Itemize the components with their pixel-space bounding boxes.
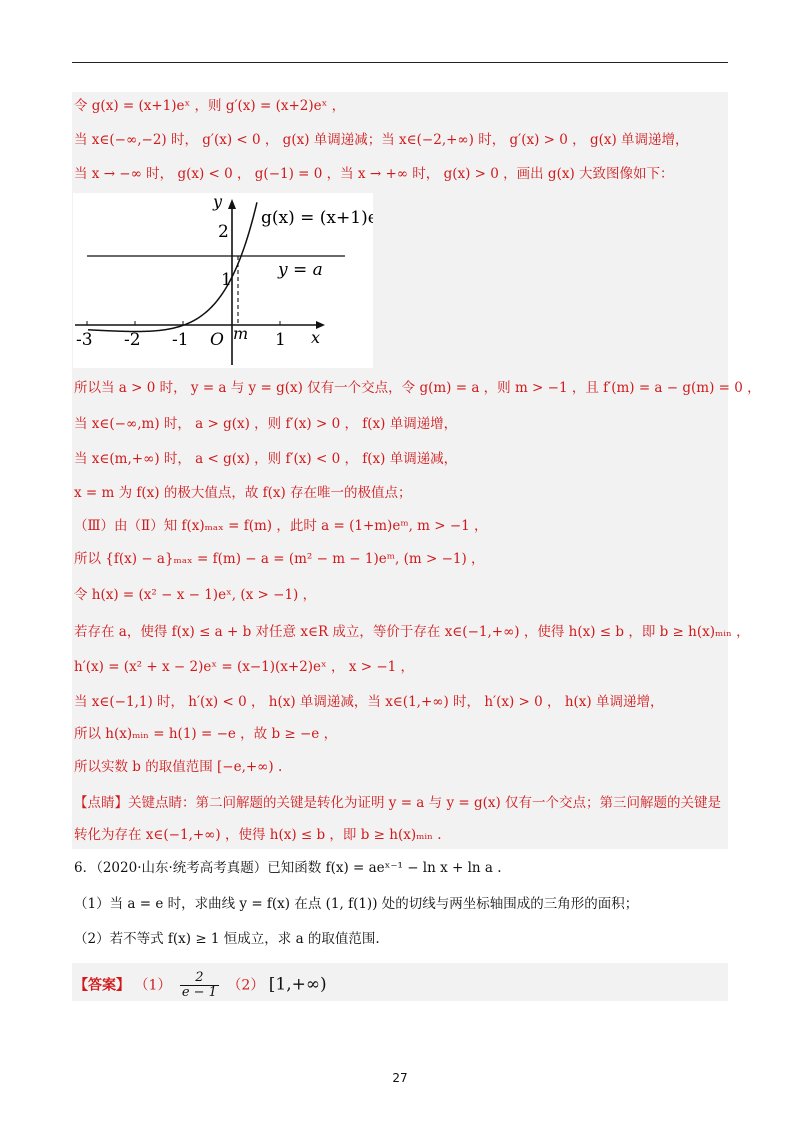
question-6-part-1: （1）当 a = e 时，求曲线 y = f(x) 在点 (1, f(1)) 处的切线与两坐标轴围成的三角形的面积； bbox=[74, 896, 639, 912]
answer-part2-label: （2） bbox=[227, 977, 265, 994]
key-point-line-2: 转化为存在 x∈(−1,+∞) ，使得 h(x) ≤ b ，即 b ≥ h(x)ₘᵢₙ . bbox=[74, 827, 442, 843]
solution-line-9: 所以 {f(x) − a}ₘₐₓ = f(m) − a = (m² − m − 1)eᵐ, (m > −1) ， bbox=[74, 551, 485, 567]
x-tick-label: -3 bbox=[76, 330, 93, 350]
page-number: 27 bbox=[392, 1071, 408, 1085]
question-6-part-2: （2）若不等式 f(x) ≥ 1 恒成立，求 a 的取值范围. bbox=[74, 931, 380, 947]
fraction-denominator: e − 1 bbox=[181, 985, 217, 1000]
x-axis-label: x bbox=[311, 328, 321, 347]
solution-line-15: 所以实数 b 的取值范围 [−e,+∞) . bbox=[74, 759, 283, 775]
function-graph bbox=[73, 193, 373, 368]
solution-line-6: 当 x∈(m,+∞) 时， a < g(x) ，则 f′(x) < 0 ， f(x) 单调递减， bbox=[74, 451, 458, 467]
answer-line bbox=[74, 971, 327, 1000]
y-tick-label: 1 bbox=[221, 270, 232, 290]
graph-svg bbox=[73, 193, 373, 368]
solution-line-4: 所以当 a > 0 时， y = a 与 y = g(x) 仅有一个交点，令 g(m) = a ，则 m > −1 ，且 f′(m) = a − g(m) = 0 ， bbox=[74, 380, 761, 396]
solution-line-2: 当 x∈(−∞,−2) 时， g′(x) < 0 ， g(x) 单调递减；当 x∈(−2,+∞) 时， g′(x) > 0 ， g(x) 单调递增， bbox=[74, 132, 689, 148]
solution-line-8: （Ⅲ）由（Ⅱ）知 f(x)ₘₐₓ = f(m) ，此时 a = (1+m)eᵐ, m > −1 ， bbox=[74, 518, 488, 534]
fraction-numerator: 2 bbox=[180, 971, 219, 986]
solution-line-5: 当 x∈(−∞,m) 时， a > g(x) ，则 f′(x) > 0 ， f(x) 单调递增， bbox=[74, 416, 458, 432]
origin-label: O bbox=[210, 330, 224, 350]
line-label: y = a bbox=[278, 260, 323, 280]
y-axis-arrow bbox=[228, 199, 236, 209]
curve-label: g(x) = (x+1)eˣ bbox=[261, 208, 373, 228]
solution-line-3: 当 x → −∞ 时， g(x) < 0 ， g(−1) = 0 ，当 x → +∞ 时， g(x) > 0 ，画出 g(x) 大致图像如下： bbox=[74, 166, 674, 182]
solution-line-10: 令 h(x) = (x² − x − 1)eˣ, (x > −1) ， bbox=[74, 587, 317, 603]
y-tick-label: 2 bbox=[218, 222, 229, 242]
answer-label: 【答案】 bbox=[74, 977, 130, 994]
answer-part1-label: （1） bbox=[134, 977, 172, 994]
m-label: m bbox=[233, 324, 249, 343]
key-point-line-1: 【点睛】关键点睛：第二问解题的关键是转化为证明 y = a 与 y = g(x) 仅有一个交点；第三问解题的关键是 bbox=[74, 795, 722, 811]
x-tick-label: -2 bbox=[124, 330, 141, 350]
question-6-stem: 6．（2020·山东·统考高考真题）已知函数 f(x) = aeˣ⁻¹ − ln x + ln a . bbox=[74, 860, 502, 876]
solution-line-12: h′(x) = (x² + x − 2)eˣ = (x−1)(x+2)eˣ ， x > −1 ， bbox=[74, 659, 415, 675]
answer-part2-value: [1,+∞) bbox=[268, 974, 327, 995]
answer-part1-fraction bbox=[180, 971, 219, 1000]
x-tick-label: 1 bbox=[275, 330, 286, 350]
solution-line-7: x = m 为 f(x) 的极大值点，故 f(x) 存在唯一的极值点； bbox=[74, 485, 412, 501]
solution-line-1: 令 g(x) = (x+1)eˣ ，则 g′(x) = (x+2)eˣ ， bbox=[74, 98, 346, 114]
solution-line-11: 若存在 a，使得 f(x) ≤ a + b 对任意 x∈R 成立，等价于存在 x∈(−1,+∞) ，使得 h(x) ≤ b ，即 b ≥ h(x)ₘᵢₙ ， bbox=[74, 624, 750, 640]
solution-line-14: 所以 h(x)ₘᵢₙ = h(1) = −e ，故 b ≥ −e ， bbox=[74, 726, 338, 742]
header-rule bbox=[72, 62, 728, 63]
y-axis-label: y bbox=[213, 193, 223, 211]
x-tick-label: -1 bbox=[172, 330, 189, 350]
solution-line-13: 当 x∈(−1,1) 时， h′(x) < 0 ， h(x) 单调递减，当 x∈(1,+∞) 时， h′(x) > 0 ， h(x) 单调递增， bbox=[74, 694, 664, 710]
